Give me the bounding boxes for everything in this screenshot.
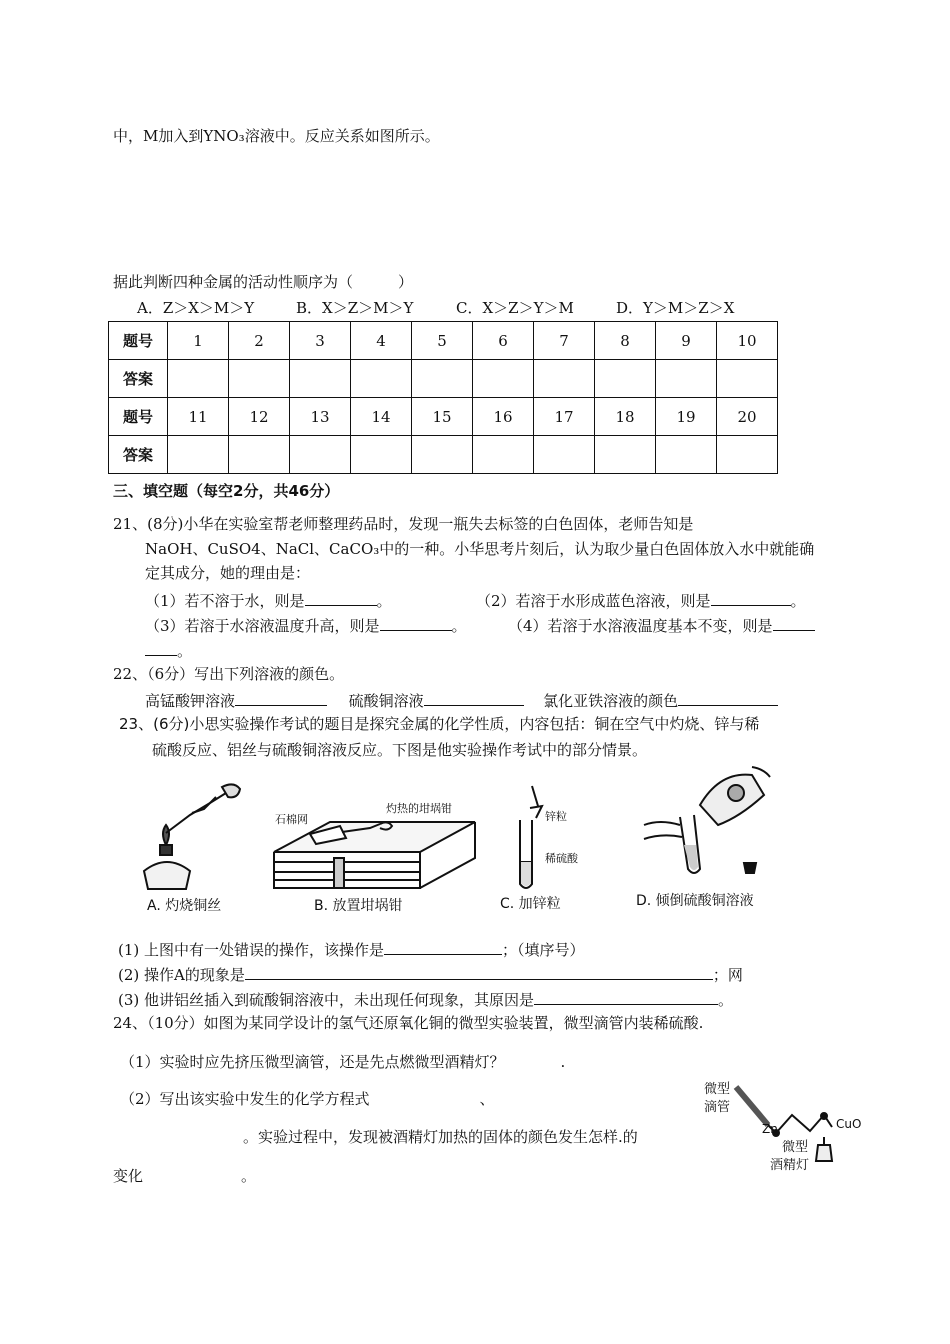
blank[interactable] [424, 689, 524, 706]
label-lamp-1: 微型 [782, 1140, 809, 1155]
label-lamp-2: 酒精灯 [770, 1158, 810, 1173]
q21-line3: 定其成分，她的理由是： [145, 564, 311, 582]
question-number: 6 [473, 322, 534, 360]
option-b: B．X＞Z＞M＞Y [296, 299, 414, 317]
q23-sub3 [118, 988, 733, 1010]
test-tube-zinc-figure [512, 782, 572, 894]
section-title: 三、填空题（每空2分，共46分） [113, 482, 340, 500]
option-c: C．X＞Z＞Y＞M [456, 299, 574, 317]
label-dropper-2: 滴管 [704, 1100, 731, 1115]
question-number: 12 [229, 398, 290, 436]
q24-sub1-text: （1）实验时应先挤压微型滴管，还是先点燃微型酒精灯？ [120, 1053, 505, 1071]
caption-d: D. 倾倒硫酸铜溶液 [636, 893, 754, 909]
question-number: 10 [717, 322, 778, 360]
question-number: 5 [412, 322, 473, 360]
q24-sub2-text: （2）写出该实验中发生的化学方程式 [120, 1090, 370, 1108]
answer-table [108, 321, 778, 474]
blank[interactable] [678, 689, 778, 706]
answer-cell[interactable] [717, 436, 778, 474]
question-number: 1 [168, 322, 229, 360]
label-cuo: CuO [836, 1117, 862, 1131]
label-tongs: 灼热的坩埚钳 [386, 802, 452, 815]
question-number: 9 [656, 322, 717, 360]
label-asbestos: 石棉网 [275, 813, 308, 826]
q23-sub2-tail: ；网 [712, 966, 743, 984]
blank[interactable] [384, 938, 502, 955]
q21-part3-text: （3）若溶于水溶液温度升高，则是 [145, 617, 380, 635]
q24-sub2-end [113, 1166, 256, 1186]
q24-sub1 [120, 1052, 565, 1072]
label-zinc: 锌粒 [545, 810, 567, 823]
answer-cell[interactable] [412, 360, 473, 398]
q21-part2-end: 。 [790, 592, 806, 610]
q21-part1-end: 。 [376, 592, 392, 610]
label-zn: Zn [762, 1122, 778, 1136]
q24-sub2-cont: 。实验过程中，发现被酒精灯加热的固体的颜色发生怎样.的 [243, 1128, 638, 1146]
question-number: 2 [229, 322, 290, 360]
blank[interactable] [305, 589, 377, 606]
q21-part2-text: （2）若溶于水形成蓝色溶液，则是 [476, 592, 711, 610]
answer-cell[interactable] [656, 360, 717, 398]
q22-color2-label: 硫酸铜溶液 [348, 692, 424, 710]
alcohol-lamp-figure [130, 775, 250, 895]
q24-sub2 [120, 1089, 495, 1109]
q23-sub1 [118, 938, 585, 960]
answer-cell[interactable] [168, 360, 229, 398]
question-number: 18 [595, 398, 656, 436]
q21-part2 [476, 589, 806, 611]
blank[interactable] [773, 614, 815, 631]
question-number: 19 [656, 398, 717, 436]
q21-part4-end: 。 [177, 642, 193, 660]
caption-b: B. 放置坩埚钳 [314, 898, 403, 914]
question-number: 15 [412, 398, 473, 436]
blank[interactable] [245, 963, 713, 980]
answer-cell[interactable] [534, 436, 595, 474]
answer-cell[interactable] [717, 360, 778, 398]
answer-cell[interactable] [290, 360, 351, 398]
question-number: 3 [290, 322, 351, 360]
q21-part1-text: （1）若不溶于水，则是 [145, 592, 305, 610]
question-number: 14 [351, 398, 412, 436]
table-row [109, 436, 778, 474]
row-label: 题号 [109, 322, 168, 360]
caption-c: C. 加锌粒 [500, 896, 561, 912]
q22-color3-label: 氯化亚铁溶液的颜色 [543, 692, 679, 710]
caption-a: A. 灼烧铜丝 [147, 898, 222, 914]
q23-sub1-text: (1) 上图中有一处错误的操作，该操作是 [118, 941, 385, 959]
q23-sub2 [118, 963, 743, 985]
answer-cell[interactable] [290, 436, 351, 474]
q23-sub3-text: (3) 他讲铝丝插入到硫酸铜溶液中，未出现任何现象，其原因是 [118, 991, 535, 1009]
q24-line1: 24、（10分）如图为某同学设计的氢气还原氧化铜的微型实验装置，微型滴管内装稀硫酸. [113, 1014, 704, 1032]
blank[interactable] [235, 689, 327, 706]
answer-cell[interactable] [473, 360, 534, 398]
blank[interactable] [534, 988, 718, 1005]
q23-sub2-text: (2) 操作A的现象是 [118, 966, 245, 984]
answer-cell[interactable] [473, 436, 534, 474]
blank[interactable] [711, 589, 791, 606]
question-number: 11 [168, 398, 229, 436]
q21-part4-text: （4）若溶于水溶液温度基本不变，则是 [508, 617, 773, 635]
q22-colors [145, 689, 778, 711]
row-label: 答案 [109, 360, 168, 398]
answer-cell[interactable] [351, 436, 412, 474]
q24-sub1-tail: . [560, 1053, 566, 1071]
answer-cell[interactable] [229, 360, 290, 398]
blank[interactable] [380, 614, 452, 631]
row-label: 答案 [109, 436, 168, 474]
q23-line1: 23、(6分)小思实验操作考试的题目是探究金属的化学性质，内容包括：铜在空气中灼烧、锌与稀 [119, 715, 760, 733]
question-number: 20 [717, 398, 778, 436]
q22-line1: 22、（6分）写出下列溶液的颜色。 [113, 665, 345, 683]
option-a: A．Z＞X＞M＞Y [137, 299, 255, 317]
question-number: 13 [290, 398, 351, 436]
question-stem: 据此判断四种金属的活动性顺序为（ ） [113, 273, 414, 291]
row-label: 题号 [109, 398, 168, 436]
answer-cell[interactable] [534, 360, 595, 398]
q21-part4 [508, 614, 815, 636]
label-acid: 稀硫酸 [545, 852, 578, 865]
pouring-figure [640, 765, 780, 883]
q23-sub1-tail: ；（填序号） [502, 941, 585, 959]
q21-part1 [145, 589, 392, 611]
answer-cell[interactable] [351, 360, 412, 398]
answer-cell[interactable] [412, 436, 473, 474]
table-row [109, 360, 778, 398]
answer-cell[interactable] [595, 360, 656, 398]
intro-line: 中，M加入到YNO₃溶液中。反应关系如图所示。 [113, 127, 440, 145]
question-number: 7 [534, 322, 595, 360]
q23-line2: 硫酸反应、铝丝与硫酸铜溶液反应。下图是他实验操作考试中的部分情景。 [152, 741, 648, 759]
answer-cell[interactable] [595, 436, 656, 474]
q21-line2: NaOH、CuSO4、NaCl、CaCO₃中的一种。小华思考片刻后，认为取少量白色固体放入水中就能确 [145, 540, 815, 558]
answer-cell[interactable] [656, 436, 717, 474]
answer-cell[interactable] [229, 436, 290, 474]
q21-part3-end: 。 [451, 617, 467, 635]
question-number: 17 [534, 398, 595, 436]
q21-part4-cont [145, 639, 192, 661]
q24-change-label: 变化 [113, 1167, 144, 1185]
answer-cell[interactable] [168, 436, 229, 474]
option-d: D．Y＞M＞Z＞X [616, 299, 735, 317]
q21-line1: 21、(8分)小华在实验室帮老师整理药品时，发现一瓶失去标签的白色固体，老师告知是 [113, 515, 694, 533]
question-number: 8 [595, 322, 656, 360]
question-number: 16 [473, 398, 534, 436]
label-dropper-1: 微型 [704, 1082, 731, 1097]
q21-part3 [145, 614, 467, 636]
blank[interactable] [145, 639, 177, 656]
q24-sub2-mid: 、 [479, 1090, 495, 1108]
q24-end-mark: 。 [241, 1167, 257, 1185]
q23-sub3-tail: 。 [718, 991, 734, 1009]
table-row [109, 322, 778, 360]
q22-color1-label: 高锰酸钾溶液 [145, 692, 236, 710]
question-number: 4 [351, 322, 412, 360]
table-row [109, 398, 778, 436]
